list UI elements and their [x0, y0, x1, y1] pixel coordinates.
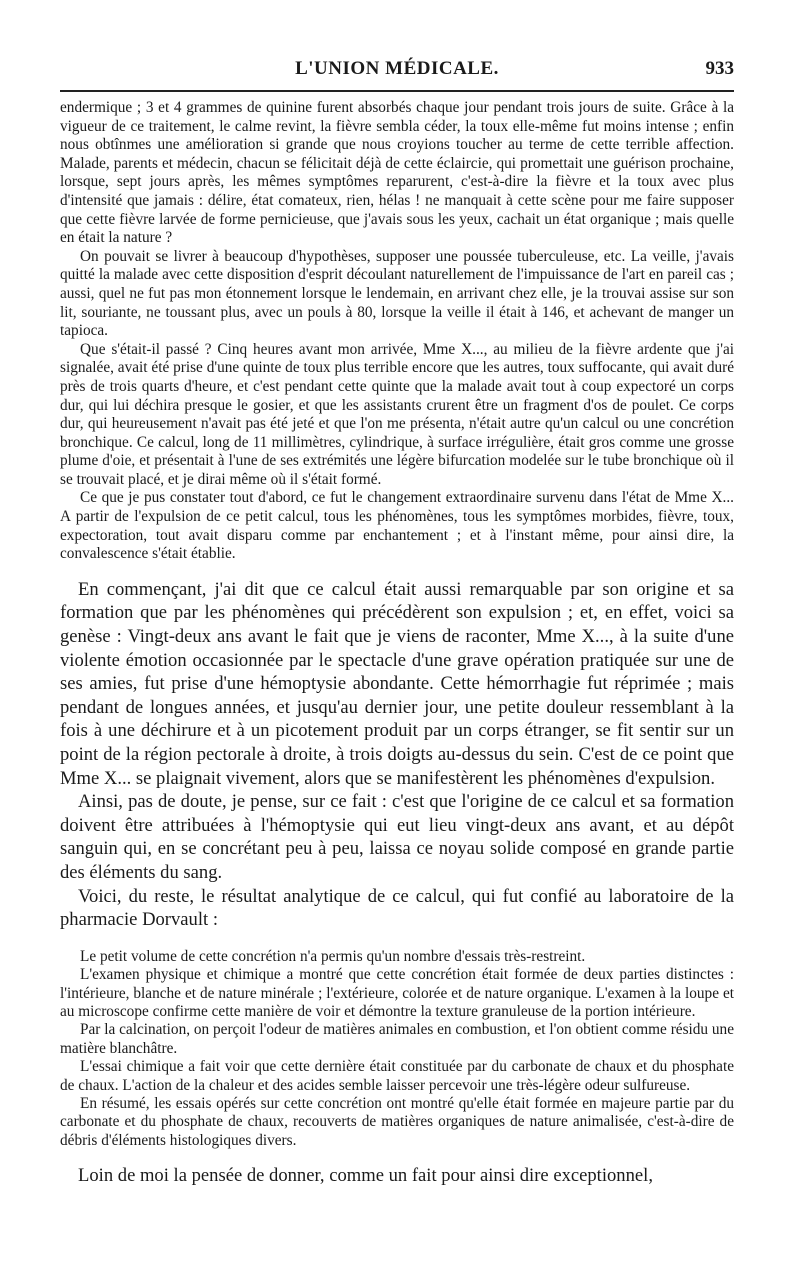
- page-header: [60, 58, 734, 84]
- paragraph: L'examen physique et chimique a montré que cette concrétion était formée de deux parties distinctes : l'intérieure, blanche et de nature minérale ; l'extérieure, colorée et de nature organique. L'examen à la loupe et au microscope confirme cette manière de voir et démontre la texture granuleuse de la portion intérieure.: [60, 966, 734, 1020]
- paragraph: L'essai chimique a fait voir que cette dernière était constituée par du carbonate de chaux et du phosphate de chaux. L'action de la chaleur et des acides semble laisser percevoir une très-légère odeur sulfureuse.: [60, 1058, 734, 1094]
- paragraph: En résumé, les essais opérés sur cette concrétion ont montré qu'elle était formée en majeure partie par du carbonate et du phosphate de chaux, recouverts de matières organiques de nature animalisée, c'est-à-dire de débris d'éléments histologiques divers.: [60, 1095, 734, 1149]
- body-text: [60, 99, 734, 1188]
- paragraph: Le petit volume de cette concrétion n'a permis qu'un nombre d'essais très-restreint.: [80, 947, 586, 965]
- discussion: [60, 578, 734, 932]
- paragraph: Ce que je pus constater tout d'abord, ce fut le changement extraordinaire survenu dans l'état de Mme X... A partir de l'expulsion de ce petit calcul, tous les phénomènes, tous les symptômes morbides, fièvre, toux, expectoration, tout avait disparu comme par enchantement ; et à l'instant même, pour ainsi dire, la convalescence s'était établie.: [60, 489, 734, 563]
- paragraph: On pouvait se livrer à beaucoup d'hypothèses, supposer une poussée tuberculeuse, etc. La veille, j'avais quitté la malade avec cette disposition d'esprit découlant naturellement de l'impuissance de l'art en pareil cas ; aussi, quel ne fut pas mon étonnement lorsque le lendemain, en arrivant chez elle, je la trouvai assise sur son lit, souriante, ne toussant plus, avec un pouls à 80, lorsque la veille il était à 146, et achevant de manger un tapioca.: [60, 247, 734, 340]
- header-rule: [60, 90, 734, 92]
- case-narrative: [60, 99, 734, 564]
- paragraph: En commençant, j'ai dit que ce calcul était aussi remarquable par son origine et sa formation que par les phénomènes qui précédèrent son expulsion ; et, en effet, voici sa genèse : Vingt-deux ans avant le fait que je viens de raconter, Mme X..., à la suite d'une violente émotion occasionnée par le spectacle d'une grave opération pratiquée sur une de ses amies, fut prise d'une hémoptysie abondante. Cette hémorrhagie fut réprimée ; mais pendant de longues années, et jusqu'au dernier jour, une petite douleur ressemblant à la fois à une déchirure et à un picotement produit par un corps étranger, se fit sentir sur un point de la région pectorale à droite, à trois doigts au-dessus du sein. C'est de ce point que Mme X... se plaignait vivement, alors que se manifestèrent les phénomènes d'expulsion.: [60, 578, 734, 789]
- closing: [60, 1164, 734, 1188]
- paragraph: Voici, du reste, le résultat analytique de ce calcul, qui fut confié au laboratoire de la pharmacie Dorvault :: [60, 885, 734, 931]
- paragraph: Ainsi, pas de doute, je pense, sur ce fait : c'est que l'origine de ce calcul et sa formation doivent être attribuées à l'hémoptysie qui eut lieu vingt-deux ans avant, et au dépôt sanguin qui, en se concrétant peu à peu, laissa ce noyau solide composé en grande partie des éléments du sang.: [60, 791, 734, 883]
- page-number: 933: [705, 58, 734, 79]
- closing-line: Loin de moi la pensée de donner, comme un fait pour ainsi dire exceptionnel,: [78, 1165, 653, 1187]
- paragraph: endermique ; 3 et 4 grammes de quinine furent absorbés chaque jour pendant trois jours de suite. Grâce à la vigueur de ce traitement, le calme revint, la fièvre sembla céder, la toux elle-même fut moins intense ; enfin nous obtînmes une amélioration si grande que nous croyions toucher au terme de cette terrible affection. Malade, parents et médecin, chacun se félicitait déjà de cette éclaircie, qui promettait une guérison prochaine, lorsque, sept jours après, les mêmes symptômes reparurent, c'est-à-dire la fièvre et la toux avec plus d'intensité que jamais : délire, état comateux, rien, hélas ! ne manquait à cette scène pour me faire supposer que cette fièvre larvée de forme pernicieuse, que j'avais sous les yeux, cachait un état organique ; mais quelle en était la nature ?: [60, 99, 734, 247]
- analysis-report: [60, 948, 734, 1150]
- running-title: L'UNION MÉDICALE.: [295, 58, 499, 79]
- paragraph: Par la calcination, on perçoit l'odeur de matières animales en combustion, et l'on obtient comme résidu une matière blanchâtre.: [60, 1021, 734, 1057]
- paragraph: Que s'était-il passé ? Cinq heures avant mon arrivée, Mme X..., au milieu de la fièvre ardente que j'ai signalée, avait été prise d'une quinte de toux plus terrible encore que les autres, toux suffocante, qui avait duré près de trois quarts d'heure, et c'est pendant cette quinte que la malade avait tout à coup expectoré un corps dur, qui lui déchira presque le gosier, et que les assistants crurent être un fragment d'os de poulet. Ce corps dur, qui heureusement n'avait pas été jeté et que l'on me présenta, n'était autre qu'un calcul ou une concrétion bronchique. Ce calcul, long de 11 millimètres, cylindrique, à surface irrégulière, était gros comme une grosse plume d'oie, et présentait à l'une de ses extrémités une légère bifurcation modelée sur le tube bronchique où il se trouvait placé, et je dirai même où il s'était formé.: [60, 340, 734, 488]
